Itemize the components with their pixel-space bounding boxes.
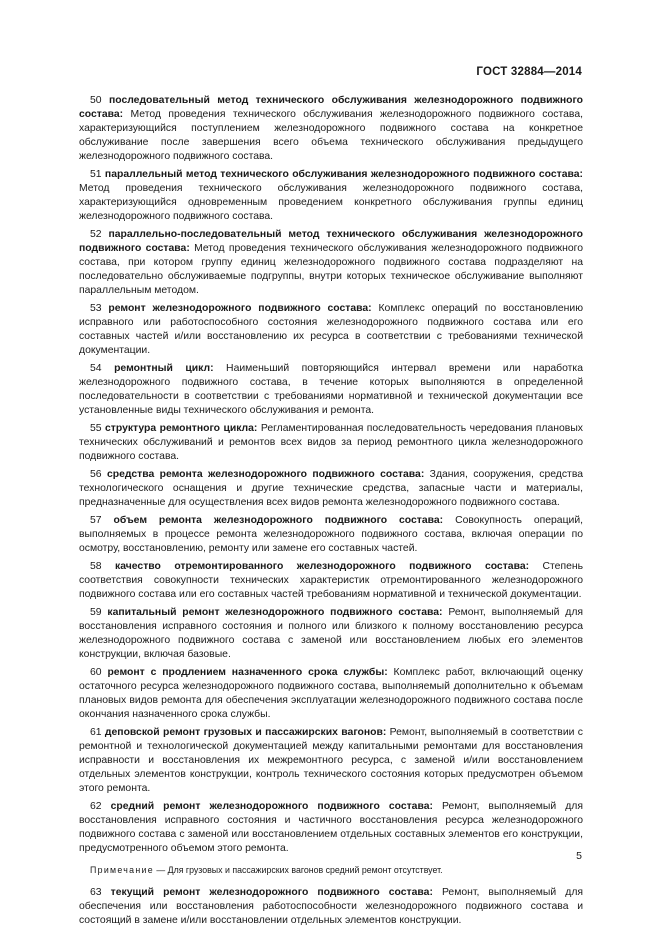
term-definition: Метод проведения технического обслуживания железнодорожного подвижного состава, характеризующийся одновременным проведением конкретного обслуживания группы единиц железнодорожного подвижного состава. [79,183,583,222]
term-title: качество отремонтированного железнодорожного подвижного состава: [115,561,530,572]
term-entry-51 [79,168,583,224]
term-entry-50 [79,94,583,164]
note-label: Примечание [90,865,154,875]
term-number: 58 [90,561,102,572]
term-entry-53 [79,302,583,358]
term-number: 57 [90,515,102,526]
term-entry-62 [79,800,583,856]
term-definition: Метод проведения технического обслуживания железнодорожного подвижного состава, характеризующийся поступлением железнодорожного подвижного состава на конкретное обслуживание после завершения всего объема технического обслуживания предыдущего железнодорожного подвижного состава. [79,109,583,162]
term-title: деповской ремонт грузовых и пассажирских вагонов: [104,727,387,738]
term-number: 63 [90,887,102,898]
term-title: ремонт железнодорожного подвижного состава: [108,303,372,314]
term-definition: Ремонт, выполняемый для восстановления исправного состояния и полного или близкого к полному восстановлению ресурса железнодорожного подвижного состава с заменой или восстановлением любых его элементов конструкции, включая базовые. [79,607,584,660]
term-title: объем ремонта железнодорожного подвижного состава: [113,515,444,526]
term-definition: Комплекс операций по восстановлению исправного или работоспособного состояния железнодорожного подвижного состава или его составных частей и/или восстановлению их ресурса в соответствии с требованиями технической документации. [79,303,583,356]
term-entry-59 [79,606,583,662]
term-title: последовательный метод технического обслуживания железнодорожного подвижного состава: [79,95,583,120]
term-definition: Ремонт, выполняемый в соответствии с ремонтной и технологической документацией между капитальными ремонтами для восстановления исправности и восстановления их межремонтного ресурса, с заменой и/или восстановлением отдельных элементов конструкции, контроль технического состояния которых предусмотрен объемом этого ремонта. [79,727,583,794]
term-entry-55 [79,422,583,464]
term-number: 54 [90,363,102,374]
term-number: 50 [90,95,102,106]
page-number: 5 [576,850,582,862]
term-title: параллельный метод технического обслуживания железнодорожного подвижного состава: [104,169,583,180]
term-title: средства ремонта железнодорожного подвижного состава: [106,469,425,480]
term-number: 60 [90,667,102,678]
term-definition: Ремонт, выполняемый для обеспечения или восстановления работоспособности железнодорожного подвижного состава и состоящий в замене и/или восстановлении отдельных элементов конструкции. [79,887,584,926]
term-entry-57 [79,514,583,556]
note [79,864,583,876]
term-title: текущий ремонт железнодорожного подвижного состава: [110,887,433,898]
term-number: 53 [90,303,102,314]
term-title: структура ремонтного цикла: [105,423,258,434]
term-entry-54 [79,362,583,418]
term-title: параллельно-последовательный метод технического обслуживания железнодорожного подвижного состава: [79,229,583,254]
term-definition: Комплекс работ, включающий оценку остаточного ресурса железнодорожного подвижного состава, выполняемый дополнительно к объемам плановых видов ремонта для обеспечения эксплуатации железнодорожного подвижного состава после окончания назначенного срока службы. [79,667,584,720]
term-entry-56 [79,468,583,510]
term-number: 56 [90,469,102,480]
terms-list [79,94,583,932]
term-title: ремонт с продлением назначенного срока службы: [107,667,388,678]
term-number: 62 [90,801,102,812]
term-definition: Наименьший повторяющийся интервал времени или наработка железнодорожного подвижного состава, в течение которых выполняются в определенной последовательности в соответствии с требованиями нормативной и технической документации все установленные виды технического обслуживания и ремонта. [79,363,583,416]
standard-designation: ГОСТ 32884—2014 [476,66,582,78]
term-definition: Совокупность операций, выполняемых в процессе ремонта железнодорожного подвижного состава, включая операции по осмотру, восстановлению, ремонту или замене его составных частей. [79,515,584,554]
term-definition: Степень соответствия совокупности технических характеристик отремонтированного железнодорожного подвижного состава или его составных частей требованиям нормативной и технической документации. [79,561,584,600]
term-number: 52 [90,229,102,240]
term-definition: Метод проведения технического обслуживания железнодорожного подвижного состава, при котором группу единиц железнодорожного подвижного состава подразделяют на последовательно обслуживаемые подгруппы, внутри которых техническое обслуживание выполняют параллельным методом. [79,243,583,296]
term-entry-58 [79,560,583,602]
term-definition: Регламентированная последовательность чередования плановых технических обслуживаний и ремонтов всех видов за период ремонтного цикла железнодорожного подвижного состава. [79,423,583,462]
term-entry-63 [79,886,583,928]
term-number: 51 [90,169,102,180]
term-definition: Здания, сооружения, средства технологического оснащения и другие технические средства, запасные части и материалы, предназначенные для осуществления всех видов ремонта железнодорожного подвижного состава. [79,469,583,508]
term-title: средний ремонт железнодорожного подвижного состава: [110,801,433,812]
term-number: 59 [90,607,102,618]
term-title: капитальный ремонт железнодорожного подвижного состава: [107,607,443,618]
term-entry-61 [79,726,583,796]
term-number: 55 [90,423,102,434]
term-title: ремонтный цикл: [114,363,214,374]
term-entry-60 [79,666,583,722]
term-entry-52 [79,228,583,298]
term-number: 61 [90,727,102,738]
note-text: — Для грузовых и пассажирских вагонов средний ремонт отсутствует. [153,865,443,875]
term-definition: Ремонт, выполняемый для восстановления исправного состояния и частичного восстановления ресурса железнодорожного подвижного состава с заменой или восстановлением отдельных составных элементов его конструкции, предусмотренного объемом этого ремонта. [79,801,583,854]
